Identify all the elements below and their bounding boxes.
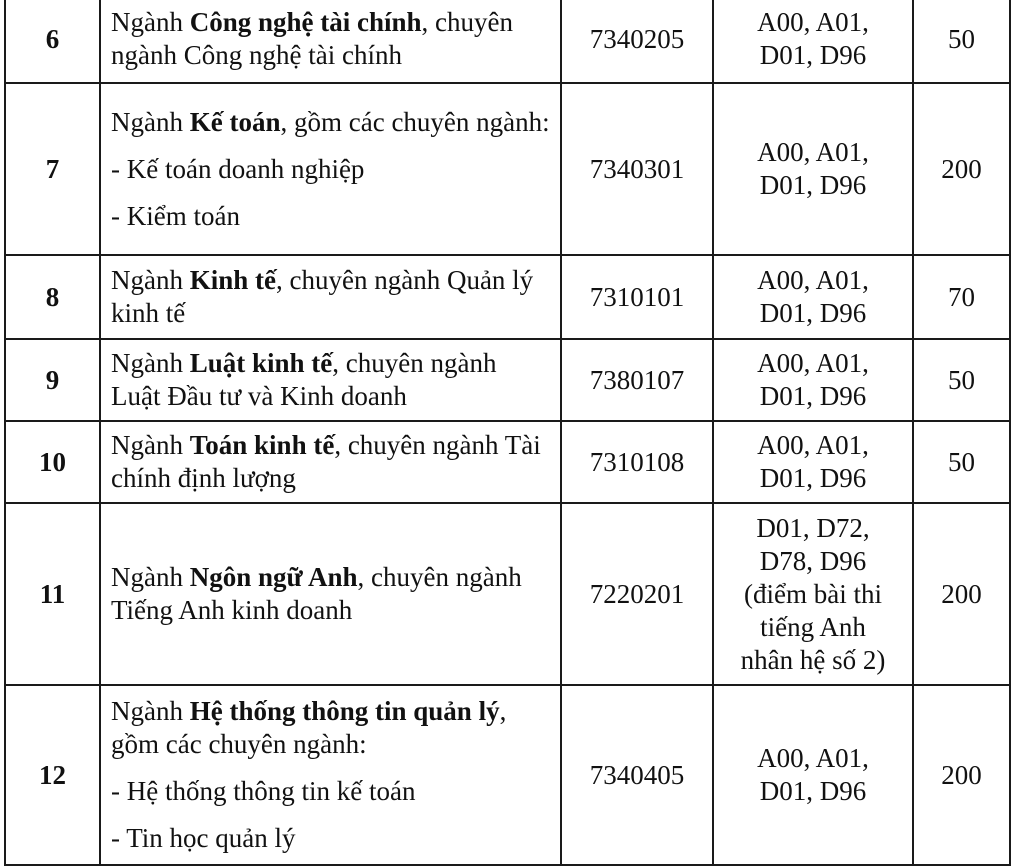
combination-line: D01, D96 xyxy=(759,381,867,411)
program-prefix: Ngành xyxy=(111,696,190,726)
program-prefix: Ngành xyxy=(111,106,190,137)
combination-line: A00, A01, xyxy=(757,430,869,460)
program-name xyxy=(111,561,552,627)
program-description: , chuyên ngành Tài chính định lượng xyxy=(111,430,541,493)
subject-combination xyxy=(713,339,913,421)
row-number: 12 xyxy=(5,685,100,865)
subject-combination xyxy=(713,685,913,865)
program-prefix: Ngành xyxy=(111,348,190,378)
program-name xyxy=(111,429,552,495)
specialization-item: - Kiểm toán xyxy=(111,200,240,231)
quota: 200 xyxy=(913,503,1010,685)
program-code: 7310108 xyxy=(561,421,713,503)
table-row xyxy=(5,255,1010,339)
program-name xyxy=(111,264,552,330)
table-row xyxy=(5,339,1010,421)
quota: 200 xyxy=(913,685,1010,865)
specialization-item: - Tin học quản lý xyxy=(111,823,296,853)
combination-line: D01, D96 xyxy=(759,776,867,806)
table-row xyxy=(5,421,1010,503)
program-prefix: Ngành xyxy=(111,7,190,37)
program-name xyxy=(111,106,552,139)
quota: 50 xyxy=(913,421,1010,503)
program-prefix: Ngành xyxy=(111,265,190,295)
program-name xyxy=(111,695,552,761)
program-name-cell xyxy=(100,255,561,339)
table-row xyxy=(5,83,1010,255)
program-name-cell xyxy=(100,339,561,421)
program-title: Luật kinh tế xyxy=(189,348,333,378)
program-title: Công nghệ tài chính xyxy=(189,7,422,37)
combination-line: nhân hệ số 2) xyxy=(740,644,886,675)
program-name-cell xyxy=(100,83,561,255)
subject-combination xyxy=(713,0,913,83)
program-name-cell xyxy=(100,421,561,503)
combination-line: (điểm bài thi xyxy=(744,578,882,609)
combination-line: D01, D96 xyxy=(759,463,867,493)
program-description: , chuyên ngành Công nghệ tài chính xyxy=(111,7,514,70)
program-code: 7220201 xyxy=(561,503,713,685)
program-code: 7340205 xyxy=(561,0,713,83)
program-title: Kế toán xyxy=(189,106,281,137)
subject-combination xyxy=(713,503,913,685)
combination-line: A00, A01, xyxy=(757,265,869,295)
program-name-cell xyxy=(100,0,561,83)
program-prefix: Ngành xyxy=(111,430,190,460)
table-row xyxy=(5,503,1010,685)
program-title: Ngôn ngữ Anh xyxy=(189,562,358,592)
program-prefix: Ngành xyxy=(111,562,190,592)
subject-combination xyxy=(713,421,913,503)
program-code: 7380107 xyxy=(561,339,713,421)
specialization-item: - Kế toán doanh nghiệp xyxy=(111,153,365,184)
combination-line: A00, A01, xyxy=(757,348,869,378)
quota: 200 xyxy=(913,83,1010,255)
program-title: Hệ thống thông tin quản lý xyxy=(189,696,500,726)
program-name-cell xyxy=(100,503,561,685)
combination-line: D01, D96 xyxy=(759,40,867,70)
subject-combination xyxy=(713,83,913,255)
program-description: , chuyên ngành Tiếng Anh kinh doanh xyxy=(111,562,522,625)
program-name xyxy=(111,347,552,413)
program-name xyxy=(111,6,552,72)
program-name-cell xyxy=(100,685,561,865)
program-description: , gồm các chuyên ngành: xyxy=(280,106,550,137)
quota: 70 xyxy=(913,255,1010,339)
quota: 50 xyxy=(913,339,1010,421)
combination-line: D01, D96 xyxy=(759,170,867,200)
row-number: 6 xyxy=(5,0,100,83)
program-code: 7310101 xyxy=(561,255,713,339)
row-number: 10 xyxy=(5,421,100,503)
program-description: , chuyên ngành Quản lý kinh tế xyxy=(111,265,534,328)
program-title: Kinh tế xyxy=(189,265,276,295)
specialization-item: - Hệ thống thông tin kế toán xyxy=(111,776,416,806)
row-number: 7 xyxy=(5,83,100,255)
combination-line: D78, D96 xyxy=(759,545,867,576)
row-number: 9 xyxy=(5,339,100,421)
table-row xyxy=(5,685,1010,865)
quota: 50 xyxy=(913,0,1010,83)
combination-line: tiếng Anh xyxy=(760,611,866,642)
combination-line: A00, A01, xyxy=(757,743,869,773)
program-description: , chuyên ngành Luật Đầu tư và Kinh doanh xyxy=(111,348,497,411)
program-title: Toán kinh tế xyxy=(189,430,335,460)
admission-table xyxy=(4,0,1011,866)
combination-line: A00, A01, xyxy=(757,137,869,167)
combination-line: D01, D72, xyxy=(756,512,870,543)
program-code: 7340405 xyxy=(561,685,713,865)
subject-combination xyxy=(713,255,913,339)
table-row xyxy=(5,0,1010,83)
program-code: 7340301 xyxy=(561,83,713,255)
row-number: 8 xyxy=(5,255,100,339)
combination-line: A00, A01, xyxy=(757,7,869,37)
row-number: 11 xyxy=(5,503,100,685)
combination-line: D01, D96 xyxy=(759,298,867,328)
program-description: , gồm các chuyên ngành: xyxy=(111,696,507,759)
